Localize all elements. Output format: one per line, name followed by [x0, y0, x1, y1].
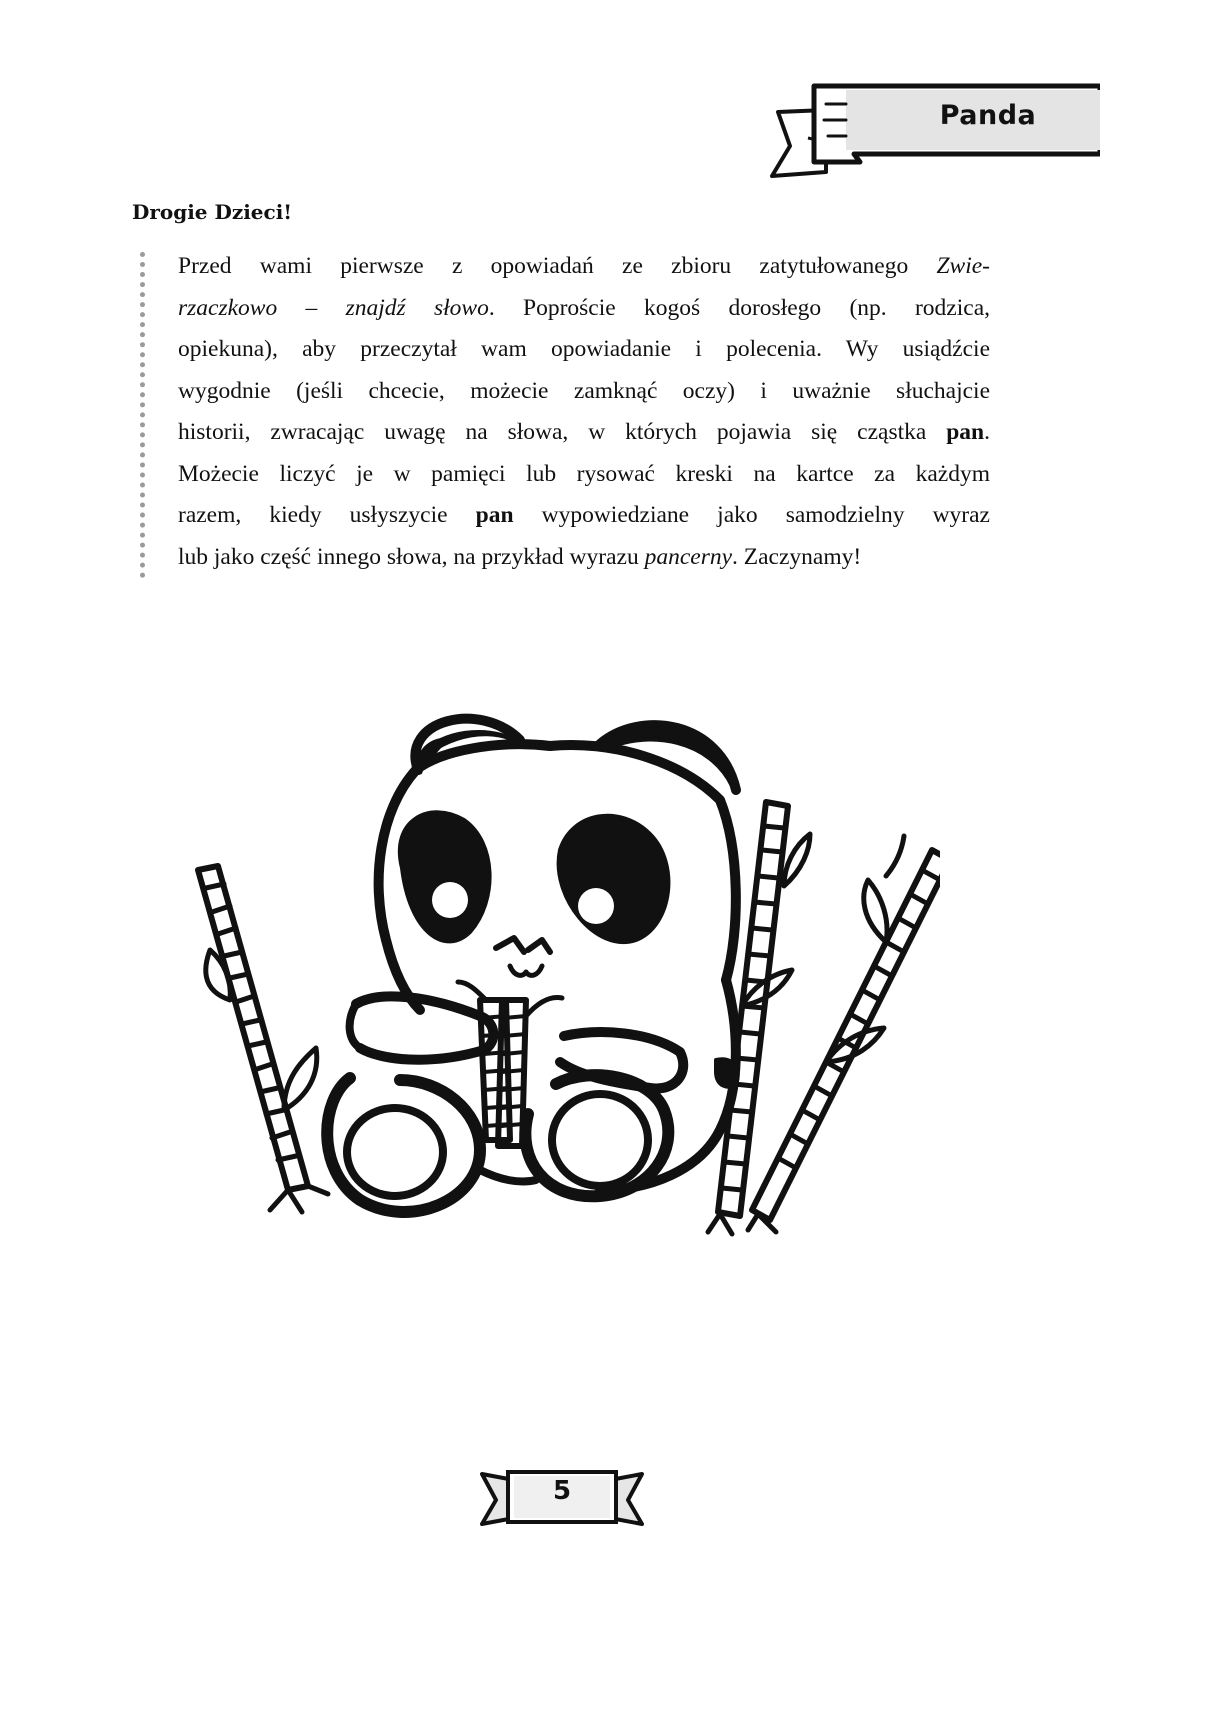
italic-text: rzaczkowo – znajdź słowo	[178, 294, 489, 321]
text-run: lub jako część innego słowa, na przykład wyrazu	[178, 543, 645, 570]
text-run: .	[984, 419, 990, 445]
text-run: wypowiedziane jako samodzielny wyraz	[513, 502, 990, 528]
text-run: . Poproście kogoś dorosłego (np. rodzica,	[488, 294, 990, 321]
text-run: Przed wami pierwsze z opowiadań ze zbioru zatytułowanego	[178, 253, 937, 279]
chapter-title: Panda	[939, 100, 1037, 131]
intro-line	[178, 412, 990, 454]
panda-illustration	[180, 700, 940, 1260]
dotted-margin-rule	[140, 252, 151, 578]
intro-paragraph	[178, 246, 990, 578]
panda-body-icon	[327, 719, 738, 1212]
intro-line	[178, 246, 990, 288]
left-bamboo-icon	[198, 866, 328, 1212]
intro-line	[178, 371, 990, 413]
page-number-ribbon	[478, 1466, 646, 1528]
text-run: historii, zwracając uwagę na słowa, w których pojawia się cząstka	[178, 419, 947, 445]
text-run: . Zaczynamy!	[732, 543, 862, 570]
italic-text: Zwie-	[936, 253, 990, 279]
greeting-heading: Drogie Dzieci!	[132, 200, 293, 224]
page-number: 5	[552, 1476, 572, 1506]
panda-with-bamboo-icon	[180, 700, 940, 1260]
intro-line	[178, 537, 990, 579]
bold-text: pan	[475, 502, 514, 528]
text-run: razem, kiedy usłyszycie	[178, 502, 476, 528]
text-run: opiekuna), aby przeczytał wam opowiadanie i polecenia. Wy usiądźcie	[178, 336, 990, 362]
bold-text: pan	[946, 419, 985, 445]
intro-line	[178, 329, 990, 371]
text-run: Możecie liczyć je w pamięci lub rysować kreski na kartce za każdym	[178, 460, 990, 487]
italic-text: pancerny	[644, 543, 733, 570]
chapter-banner	[768, 80, 1100, 178]
text-run: wygodnie (jeśli chcecie, możecie zamknąć oczy) i uważnie słuchajcie	[178, 377, 990, 404]
intro-line	[178, 495, 990, 537]
intro-line	[178, 288, 990, 330]
intro-line	[178, 454, 990, 496]
